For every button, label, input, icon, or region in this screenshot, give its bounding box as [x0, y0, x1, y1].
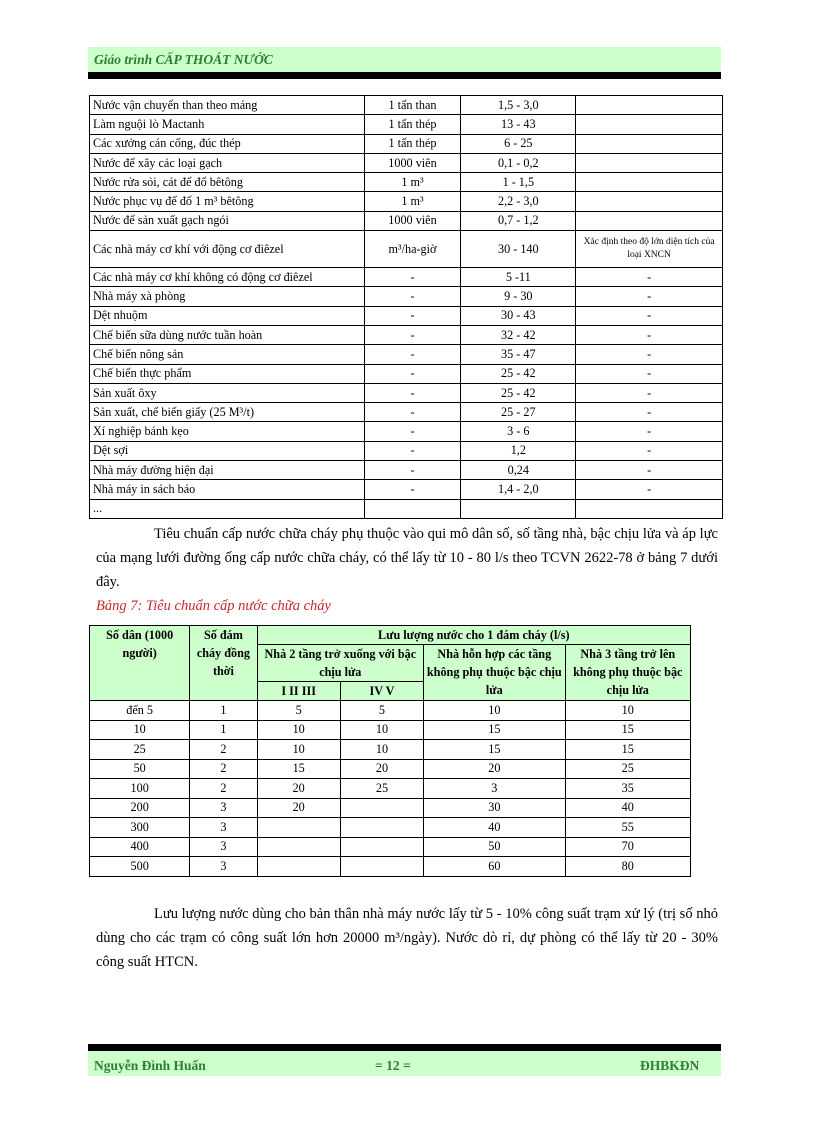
table-row — [90, 740, 691, 760]
cell-fires: 2 — [190, 740, 257, 760]
table-row — [90, 287, 723, 306]
cell-g2 — [340, 798, 423, 818]
cell-note: - — [576, 383, 723, 402]
cell-mixed: 15 — [424, 740, 565, 760]
header-grade-1-3: I II III — [257, 682, 340, 701]
cell-name: Chế biến thực phẩm — [90, 364, 365, 383]
cell-name: Làm nguội lò Mactanh — [90, 115, 365, 134]
table-row — [90, 345, 723, 364]
cell-unit: - — [364, 345, 461, 364]
cell-unit: m³/ha-giờ — [364, 231, 461, 268]
cell-g2 — [340, 857, 423, 877]
cell-note — [576, 134, 723, 153]
cell-pop: 400 — [90, 837, 190, 857]
footer-page-number: = 12 = — [375, 1058, 411, 1073]
cell-name: ... — [90, 499, 365, 518]
cell-pop: 10 — [90, 720, 190, 740]
cell-pop: 500 — [90, 857, 190, 877]
cell-value: 1,4 - 2,0 — [461, 480, 576, 499]
cell-unit: 1 m³ — [364, 173, 461, 192]
cell-name: Chế biến sữa dùng nước tuần hoàn — [90, 325, 365, 344]
cell-g2 — [340, 818, 423, 838]
cell-high: 40 — [565, 798, 690, 818]
cell-value: 9 - 30 — [461, 287, 576, 306]
paragraph-plant-usage-text: Lưu lượng nước dùng cho bản thân nhà máy nước lấy từ 5 - 10% công suất trạm xử lý (trị số nhỏ dùng cho các trạm có công suất lớn hơn 20000 m³/ngày). Nước dò rỉ, dự phòng có thể lấy từ 20 - 30% công suất HTCN. — [96, 906, 718, 970]
cell-name: Dệt sợi — [90, 441, 365, 460]
cell-note: - — [576, 364, 723, 383]
cell-high: 25 — [565, 759, 690, 779]
cell-note — [576, 96, 723, 115]
cell-g2: 5 — [340, 701, 423, 721]
header-mixed: Nhà hỗn hợp các tầng không phụ thuộc bậc chịu lửa — [424, 645, 565, 701]
cell-note: - — [576, 422, 723, 441]
cell-unit: - — [364, 461, 461, 480]
cell-high: 15 — [565, 740, 690, 760]
cell-unit: - — [364, 480, 461, 499]
cell-mixed: 10 — [424, 701, 565, 721]
paragraph-fire-standard — [96, 522, 718, 594]
cell-name: Nhà máy đường hiện đại — [90, 461, 365, 480]
table-row — [90, 720, 691, 740]
cell-fires: 3 — [190, 798, 257, 818]
table-row — [90, 759, 691, 779]
cell-g1: 10 — [257, 720, 340, 740]
cell-unit: - — [364, 403, 461, 422]
table-row — [90, 818, 691, 838]
cell-value: 1,2 — [461, 441, 576, 460]
cell-fires: 3 — [190, 818, 257, 838]
cell-note: - — [576, 345, 723, 364]
cell-name: Dệt nhuộm — [90, 306, 365, 325]
cell-g2: 25 — [340, 779, 423, 799]
table-row — [90, 153, 723, 172]
cell-value: 1 - 1,5 — [461, 173, 576, 192]
table-row — [90, 192, 723, 211]
cell-note: - — [576, 287, 723, 306]
cell-name: Nước phục vụ để đổ 1 m³ bêtông — [90, 192, 365, 211]
cell-pop: 200 — [90, 798, 190, 818]
cell-mixed: 30 — [424, 798, 565, 818]
cell-name: Nước để xây các loại gạch — [90, 153, 365, 172]
cell-pop: 50 — [90, 759, 190, 779]
cell-value: 0,1 - 0,2 — [461, 153, 576, 172]
cell-g1: 20 — [257, 779, 340, 799]
cell-high: 80 — [565, 857, 690, 877]
table-row — [90, 701, 691, 721]
cell-g2: 10 — [340, 720, 423, 740]
header-flow: Lưu lượng nước cho 1 đám cháy (l/s) — [257, 626, 690, 645]
cell-name: Xí nghiệp bánh kẹo — [90, 422, 365, 441]
cell-g1: 20 — [257, 798, 340, 818]
footer-author: Nguyễn Đình Huấn — [94, 1058, 206, 1073]
cell-value: 2,2 - 3,0 — [461, 192, 576, 211]
header-grade-4-5: IV V — [340, 682, 423, 701]
cell-name: Các xưởng cán cống, đúc thép — [90, 134, 365, 153]
cell-unit — [364, 499, 461, 518]
cell-note — [576, 173, 723, 192]
cell-g1: 10 — [257, 740, 340, 760]
cell-pop: đến 5 — [90, 701, 190, 721]
cell-unit: 1 m³ — [364, 192, 461, 211]
cell-g1: 5 — [257, 701, 340, 721]
cell-note — [576, 192, 723, 211]
cell-unit: - — [364, 287, 461, 306]
cell-mixed: 50 — [424, 837, 565, 857]
cell-unit: - — [364, 422, 461, 441]
cell-value: 25 - 27 — [461, 403, 576, 422]
table-row — [90, 306, 723, 325]
cell-mixed: 60 — [424, 857, 565, 877]
cell-fires: 3 — [190, 857, 257, 877]
water-usage-table — [89, 95, 723, 519]
cell-note — [576, 211, 723, 230]
cell-unit: - — [364, 383, 461, 402]
header-title: Giáo trình CẤP THOÁT NƯỚC — [94, 52, 273, 67]
cell-g1: 15 — [257, 759, 340, 779]
cell-high: 70 — [565, 837, 690, 857]
cell-g1 — [257, 818, 340, 838]
table-row — [90, 268, 723, 287]
header-population: Số dân (1000 người) — [90, 626, 190, 701]
table-row — [90, 96, 723, 115]
cell-value: 30 - 140 — [461, 231, 576, 268]
fire-water-table — [89, 625, 691, 877]
cell-note: - — [576, 480, 723, 499]
cell-value: 0,7 - 1,2 — [461, 211, 576, 230]
cell-high: 35 — [565, 779, 690, 799]
table-row — [90, 383, 723, 402]
cell-value: 5 -11 — [461, 268, 576, 287]
cell-fires: 2 — [190, 779, 257, 799]
table7-caption: Bảng 7: Tiêu chuẩn cấp nước chữa cháy — [96, 598, 331, 614]
cell-fires: 2 — [190, 759, 257, 779]
cell-note: - — [576, 325, 723, 344]
cell-fires: 1 — [190, 720, 257, 740]
cell-pop: 300 — [90, 818, 190, 838]
cell-value: 25 - 42 — [461, 383, 576, 402]
table-row — [90, 325, 723, 344]
cell-unit: 1 tấn than — [364, 96, 461, 115]
cell-name: Các nhà máy cơ khí không có động cơ điêzel — [90, 268, 365, 287]
cell-g1 — [257, 857, 340, 877]
cell-value: 6 - 25 — [461, 134, 576, 153]
table-row — [90, 134, 723, 153]
table-row — [90, 857, 691, 877]
cell-value: 13 - 43 — [461, 115, 576, 134]
cell-value: 25 - 42 — [461, 364, 576, 383]
cell-name: Nước để sản xuất gạch ngói — [90, 211, 365, 230]
cell-unit: - — [364, 441, 461, 460]
footer-rule — [88, 1044, 721, 1051]
cell-note: - — [576, 461, 723, 480]
cell-fires: 3 — [190, 837, 257, 857]
cell-note: - — [576, 403, 723, 422]
cell-value — [461, 499, 576, 518]
cell-high: 55 — [565, 818, 690, 838]
cell-name: Nhà máy xà phòng — [90, 287, 365, 306]
cell-value: 32 - 42 — [461, 325, 576, 344]
cell-unit: 1 tấn thép — [364, 115, 461, 134]
cell-value: 3 - 6 — [461, 422, 576, 441]
cell-unit: - — [364, 364, 461, 383]
cell-g2 — [340, 837, 423, 857]
cell-note: - — [576, 441, 723, 460]
cell-unit: - — [364, 268, 461, 287]
table-row — [90, 837, 691, 857]
cell-unit: - — [364, 306, 461, 325]
table-row — [90, 364, 723, 383]
cell-g2: 10 — [340, 740, 423, 760]
table-row — [90, 173, 723, 192]
cell-unit: 1 tấn thép — [364, 134, 461, 153]
table-row — [90, 231, 723, 268]
table-row — [90, 461, 723, 480]
cell-note — [576, 499, 723, 518]
cell-value: 1,5 - 3,0 — [461, 96, 576, 115]
cell-name: Nước rửa sỏi, cát để đổ bêtông — [90, 173, 365, 192]
cell-name: Nhà máy in sách báo — [90, 480, 365, 499]
cell-g1 — [257, 837, 340, 857]
cell-name: Sản xuất, chế biến giấy (25 M³/t) — [90, 403, 365, 422]
table-row — [90, 441, 723, 460]
cell-mixed: 40 — [424, 818, 565, 838]
paragraph-plant-usage — [96, 902, 718, 974]
cell-name: Sản xuất ôxy — [90, 383, 365, 402]
header-rule — [88, 72, 721, 79]
cell-name: Nước vận chuyển than theo máng — [90, 96, 365, 115]
cell-fires: 1 — [190, 701, 257, 721]
table-row — [90, 779, 691, 799]
cell-note — [576, 115, 723, 134]
table-row — [90, 422, 723, 441]
table-row — [90, 798, 691, 818]
cell-unit: 1000 viên — [364, 153, 461, 172]
cell-g2: 20 — [340, 759, 423, 779]
cell-value: 0,24 — [461, 461, 576, 480]
header-simultaneous-fires: Số đám cháy đồng thời — [190, 626, 257, 701]
cell-value: 30 - 43 — [461, 306, 576, 325]
table-row — [90, 480, 723, 499]
cell-unit: 1000 viên — [364, 211, 461, 230]
cell-name: Chế biến nông sản — [90, 345, 365, 364]
cell-high: 10 — [565, 701, 690, 721]
cell-name: Các nhà máy cơ khí với động cơ điêzel — [90, 231, 365, 268]
cell-note: Xác định theo độ lớn diện tích của loại XNCN — [576, 231, 723, 268]
header-low-rise: Nhà 2 tầng trở xuống với bậc chịu lửa — [257, 645, 424, 682]
cell-note: - — [576, 306, 723, 325]
paragraph-fire-standard-text: Tiêu chuẩn cấp nước chữa cháy phụ thuộc vào qui mô dân số, số tầng nhà, bậc chịu lửa và áp lực của mạng lưới đường ống cấp nước chữa cháy, có thể lấy từ 10 - 80 l/s theo TCVN 2622-78 ở bảng 7 dưới đây. — [96, 526, 718, 590]
table-row — [90, 115, 723, 134]
cell-note: - — [576, 268, 723, 287]
cell-high: 15 — [565, 720, 690, 740]
footer-organization: ĐHBKĐN — [640, 1058, 700, 1073]
cell-mixed: 3 — [424, 779, 565, 799]
table-row — [90, 403, 723, 422]
cell-note — [576, 153, 723, 172]
cell-unit: - — [364, 325, 461, 344]
cell-pop: 25 — [90, 740, 190, 760]
cell-value: 35 - 47 — [461, 345, 576, 364]
cell-mixed: 20 — [424, 759, 565, 779]
header-high-rise: Nhà 3 tầng trở lên không phụ thuộc bậc chịu lửa — [565, 645, 690, 701]
cell-mixed: 15 — [424, 720, 565, 740]
cell-pop: 100 — [90, 779, 190, 799]
table-row — [90, 211, 723, 230]
table-row — [90, 499, 723, 518]
